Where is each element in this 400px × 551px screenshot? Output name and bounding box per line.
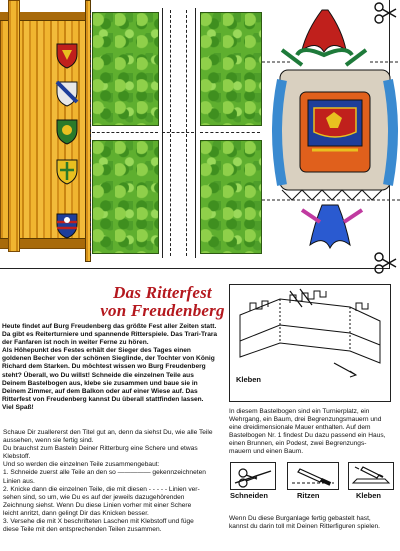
title-line-1: Das Ritterfest (113, 283, 212, 302)
instruction-line: Linien aus. (3, 477, 35, 485)
glue-tube-icon (349, 463, 393, 489)
contents-line: eine dreidimensionale Mauer enthalten. Auf dem (229, 424, 371, 432)
closing-line: Wenn Du diese Burganlage fertig gebastelt hast, (229, 515, 371, 522)
wooden-post (8, 0, 20, 252)
step-label-glue: Kleben (356, 491, 382, 500)
step-box-cut (230, 462, 276, 490)
instruction-line: aussehen, wenn sie fertig sind. (3, 437, 94, 445)
diagram-label-kleben: Kleben (236, 375, 262, 384)
intro-line: goldenen Becher von der schönen Sieglinde, der Tochter von König (2, 355, 215, 363)
fold-line (186, 10, 187, 256)
contents-line: Bastelbogen Nr. 1 findest Du dazu passend ein Haus, (229, 432, 386, 440)
instruction-line: Klebstoff. (3, 453, 31, 461)
instruction-line: 1. Schneide zuerst alle Teile an den so ————— gekennzeichneten (3, 469, 206, 477)
instruction-line: 2. Knicke dann die einzelnen Teile, die mit diesen - - - - - Linien ver- (3, 485, 200, 493)
title-line-2: von Freudenberg (100, 301, 225, 320)
instruction-line: diese Teile mit den entsprechenden Teilen zusammen. (3, 526, 162, 534)
contents-line: mauern und einen Baum. (229, 448, 304, 456)
fold-line (200, 132, 260, 133)
wall-diagram (230, 285, 390, 381)
instruction-line: 3. Versehe die mit X beschrifteten Laschen mit Klebstoff und füge (3, 518, 194, 526)
step-label-cut: Schneiden (230, 491, 268, 500)
intro-paragraph (2, 323, 228, 412)
grass-panel (92, 12, 159, 126)
intro-line: Richard dem Starken. Du möchtest wissen wo Burg Freudenberg (2, 363, 206, 371)
intro-line: der Fanfaren ist noch in weiter Ferne zu hören. (2, 339, 149, 347)
intro-line: Deinem Zimmer, auf dem Balkon oder auf einer Wiese auf. Das (2, 387, 198, 395)
intro-line: steht? Überall, wo Du willst! Schneide die einzelnen Teile aus (2, 371, 194, 379)
fold-strip (162, 8, 196, 258)
fold-line (92, 132, 158, 133)
intro-line: Ritterfest von Freudenberg kannst Du überall stattfinden lassen. (2, 395, 204, 403)
shield-icon (57, 120, 77, 144)
contents-paragraph (229, 408, 395, 457)
intro-line: Da gibt es Reiterturniere und spannende Ritterspiele. Das Trari-Trara (2, 331, 218, 339)
step-label-score: Ritzen (297, 491, 320, 500)
contents-line: einen Brunnen, ein Podest, zwei Begrenzungs- (229, 440, 367, 448)
instruction-line: Du brauchst zum Basteln Deiner Ritterburg eine Schere und etwas (3, 445, 198, 453)
assembly-diagram (229, 284, 391, 402)
grass-panel (200, 12, 262, 126)
instruction-line: sehen sind, so um, wie Du es auf der jeweils dazugehörenden (3, 493, 185, 501)
scissors-icon (231, 463, 275, 489)
closing-paragraph (229, 515, 399, 531)
shield-icon (57, 214, 77, 238)
shield-icon (57, 82, 77, 106)
step-box-glue (348, 462, 394, 490)
fold-line (90, 10, 91, 256)
shield-icon (57, 44, 77, 68)
instruction-line: leicht anritzt, dann gelingt Dir das Knicken besser. (3, 509, 149, 517)
scissors-icon (374, 252, 398, 274)
intro-line: Viel Spaß! (2, 403, 34, 411)
contents-line: Wehrgang, ein Baum, drei Begrenzungsmauern und (229, 416, 382, 424)
scissors-icon (374, 2, 398, 24)
shields-column (54, 40, 80, 250)
fold-line (170, 10, 171, 256)
tent-pavilion (262, 0, 400, 268)
knife-icon (288, 463, 338, 489)
intro-line: Heute findet auf Burg Freudenberg das größte Fest aller Zeiten statt. (2, 323, 217, 330)
contents-line: In diesem Bastelbogen sind ein Turnierplatz, ein (229, 408, 370, 415)
instruction-line: Und so werden die einzelnen Teile zusammengebaut: (3, 461, 160, 469)
instructions-paragraph (3, 429, 225, 534)
grass-panel (92, 140, 159, 254)
step-box-score (287, 462, 339, 490)
closing-line: kannst du darin toll mit Deinen Ritterfiguren spielen. (229, 523, 381, 531)
intro-line: Deinem Bastelbogen aus, klebe sie zusammen und baue sie in (2, 379, 198, 387)
intro-line: Als Höhepunkt des Festes erhält der Sieger des Tages einen (2, 347, 191, 355)
grass-panel (200, 140, 262, 254)
instruction-line: Schaue Dir zuallererst den Titel gut an, denn da siehst Du, wie alle Teile (3, 429, 213, 436)
instruction-line: Zeichnung siehst. Wenn Du diese Linien vorher mit einer Schere (3, 501, 192, 509)
shield-icon (57, 160, 77, 184)
page-title (100, 284, 225, 320)
fold-line (162, 132, 194, 133)
